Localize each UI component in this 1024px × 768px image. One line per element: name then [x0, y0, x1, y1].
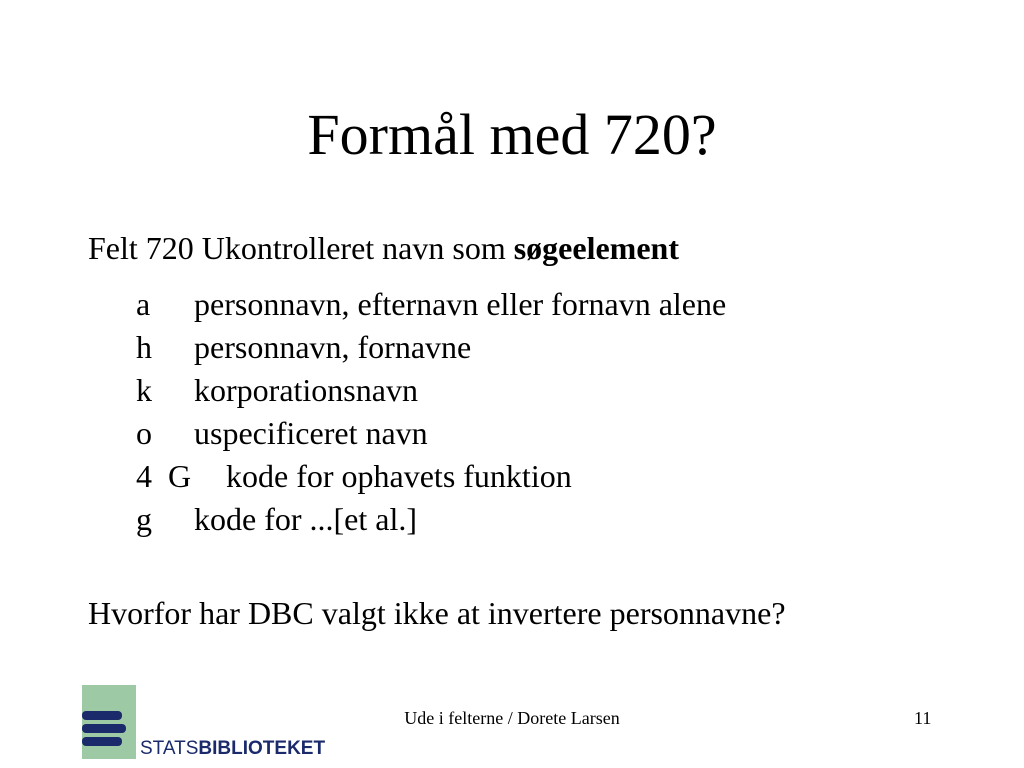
- subfield-description: kode for ophavets funktion: [226, 458, 572, 494]
- slide-title: Formål med 720?: [307, 102, 717, 167]
- subfield-code: o: [136, 415, 152, 451]
- intro-text: Felt 720 Ukontrolleret navn som: [88, 230, 514, 266]
- footer-caption: Ude i felterne / Dorete Larsen: [404, 708, 620, 728]
- logo-text-stats: STATS: [140, 738, 199, 759]
- logo-text-biblioteket: BIBLIOTEKET: [198, 738, 326, 759]
- subfield-item: [136, 369, 726, 412]
- subfield-code: g: [136, 501, 152, 537]
- subfield-item: [136, 498, 726, 541]
- subfield-item: [136, 326, 726, 369]
- subfield-item: [136, 455, 726, 498]
- intro-line: [88, 228, 679, 268]
- subfield-description: kode for ...[et al.]: [194, 501, 418, 537]
- subfield-description: personnavn, fornavne: [194, 329, 472, 365]
- logo-wordmark: [140, 739, 325, 759]
- subfield-code: h: [136, 329, 152, 365]
- subfield-code: a: [136, 286, 151, 322]
- subfield-item: [136, 283, 726, 326]
- subfield-list: [136, 283, 726, 541]
- question-text: Hvorfor har DBC valgt ikke at invertere personnavne?: [88, 595, 786, 631]
- subfield-description: uspecificeret navn: [194, 415, 428, 451]
- subfield-item: [136, 412, 726, 455]
- intro-bold-term: søgeelement: [513, 230, 679, 266]
- page-number: 11: [914, 708, 932, 728]
- subfield-description: personnavn, efternavn eller fornavn alene: [194, 286, 727, 322]
- subfield-code: k: [136, 372, 152, 408]
- subfield-code: 4 G: [136, 458, 192, 494]
- subfield-description: korporationsnavn: [194, 372, 418, 408]
